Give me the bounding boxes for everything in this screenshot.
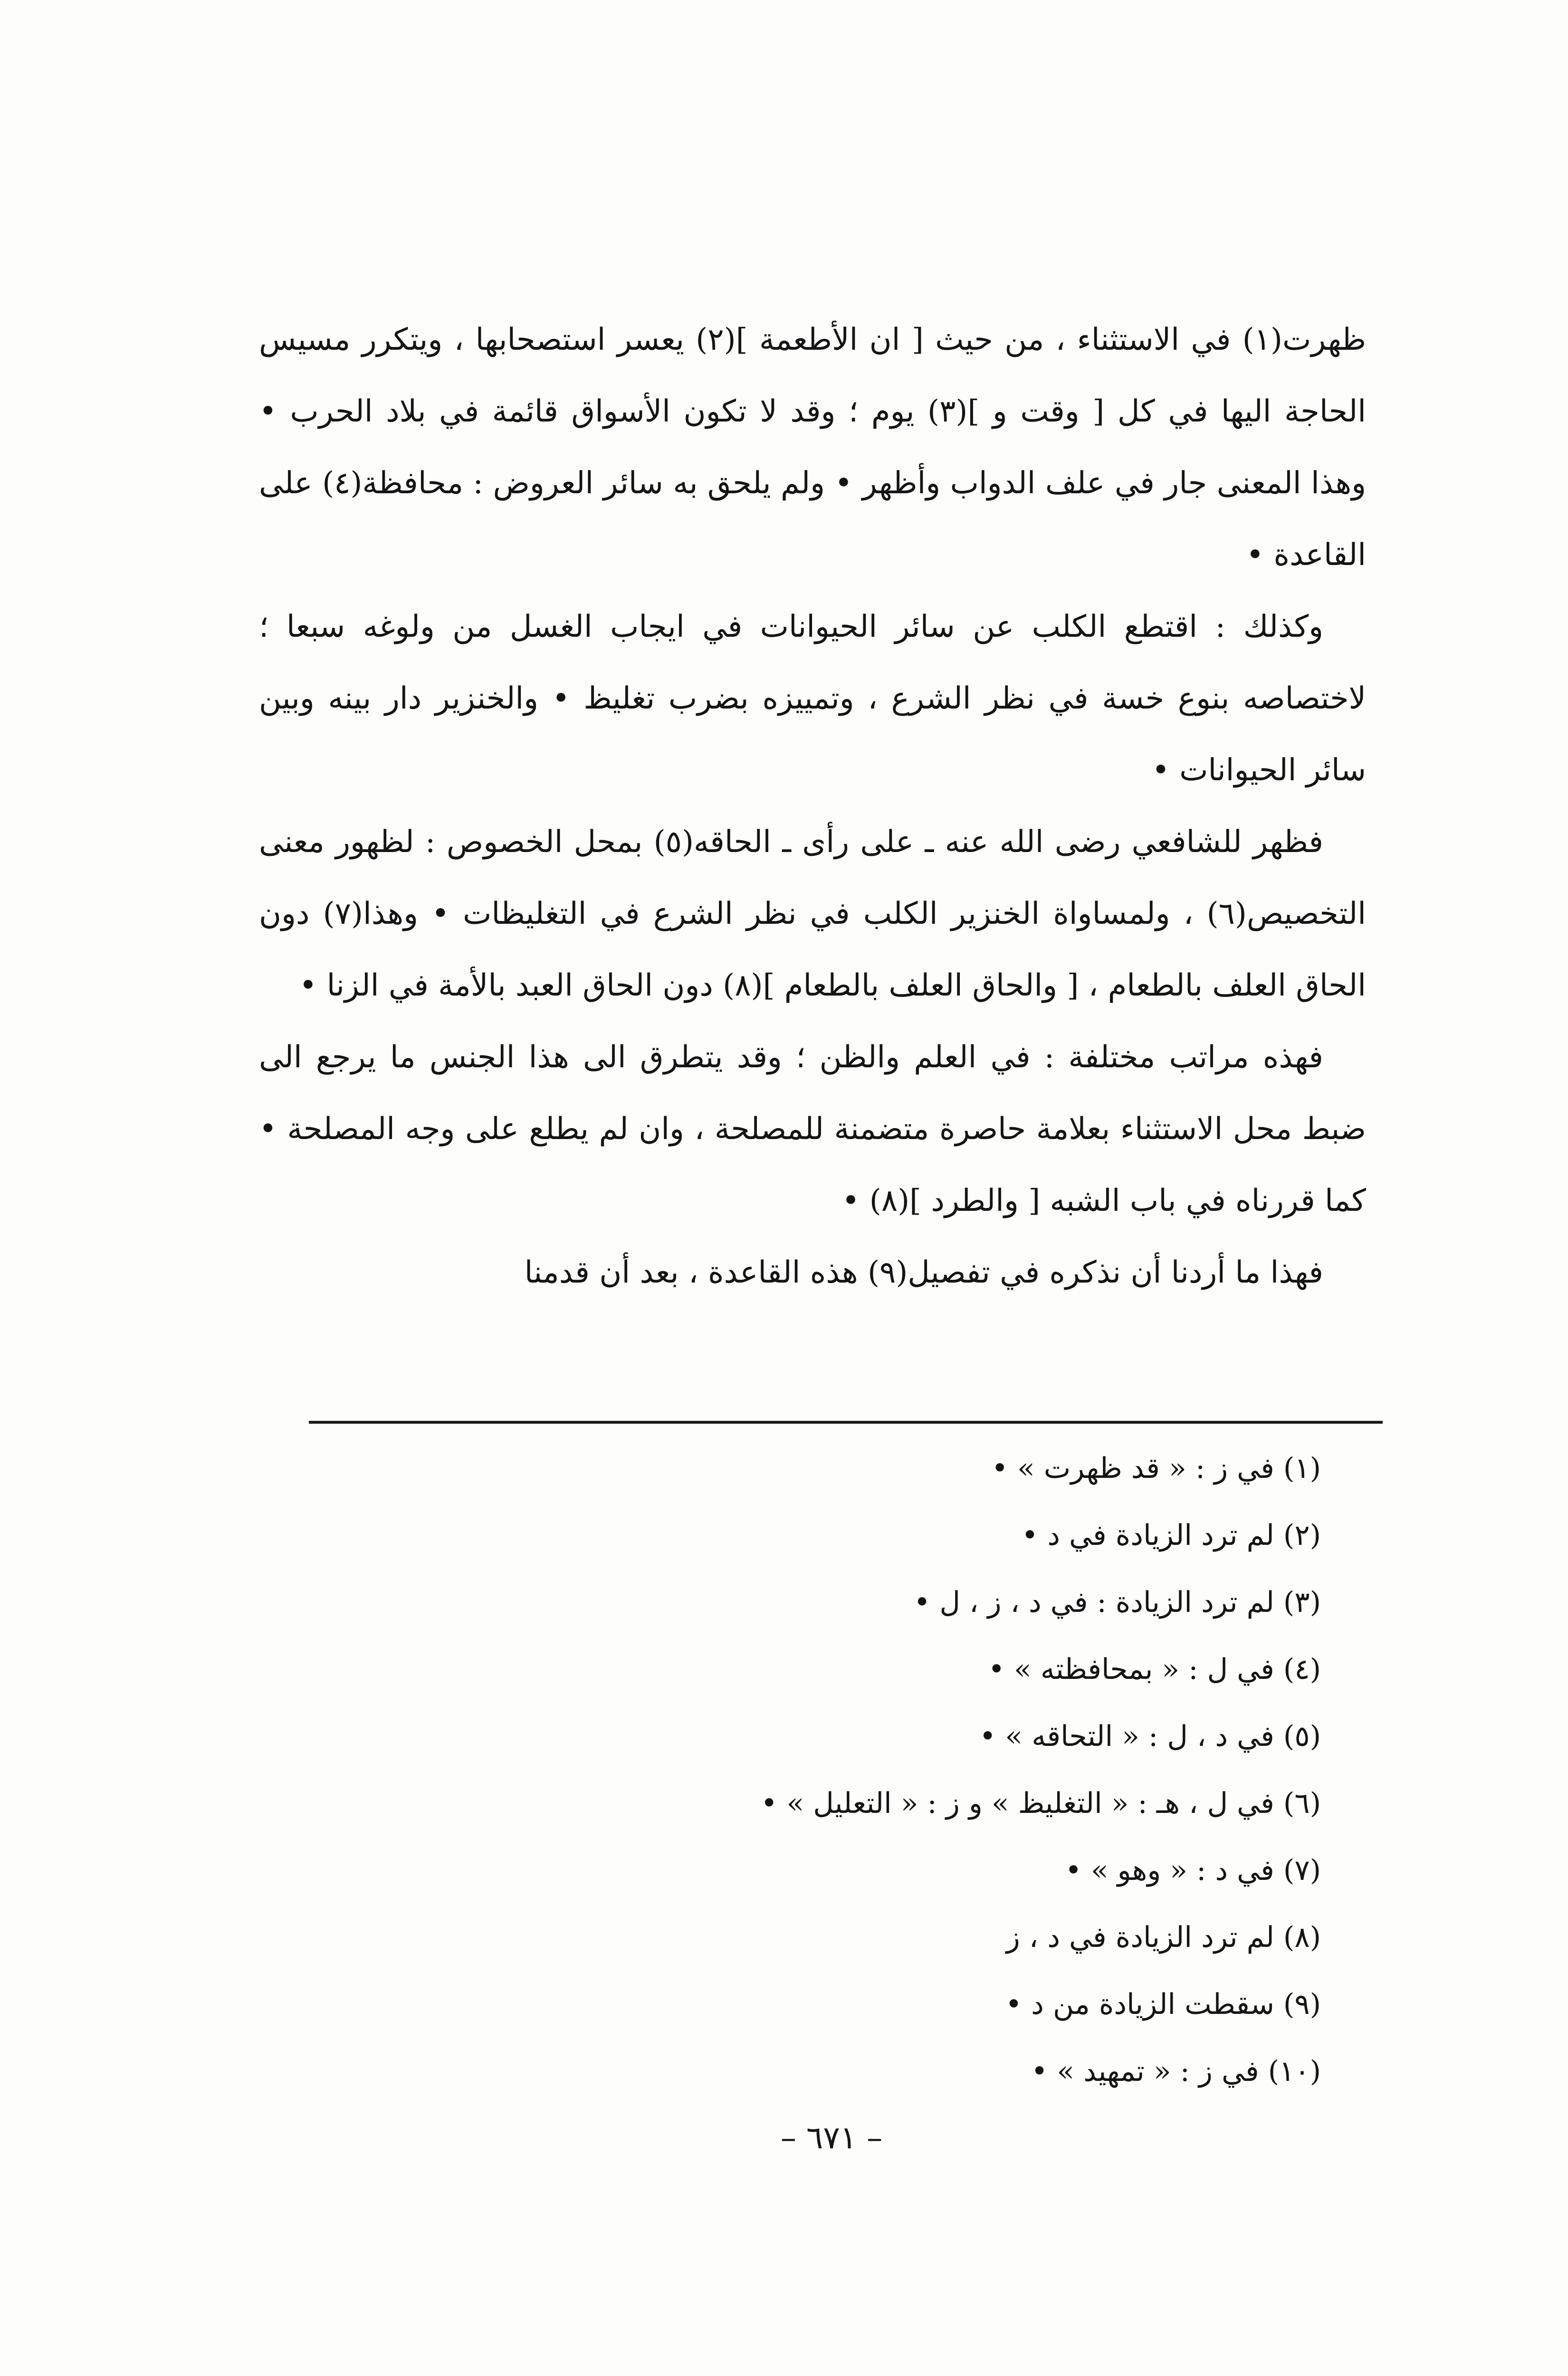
- footnote-4: (٤) في ل : « بمحافظته » •: [988, 1653, 1321, 1686]
- footnote-6: (٦) في ل ، هـ : « التغليظ » و ز : « التعليل » •: [761, 1787, 1321, 1820]
- footnote-7: (٧) في د : « وهو » •: [1065, 1854, 1321, 1887]
- footnote-8: (٨) لم ترد الزيادة في د ، ز: [1006, 1921, 1321, 1954]
- footnote-2: (٢) لم ترد الزيادة في د •: [1021, 1519, 1321, 1552]
- footnotes: [428, 1435, 1321, 2105]
- footnote-divider: [309, 1421, 1383, 1424]
- paragraph-2: وكذلك : اقتطع الكلب عن سائر الحيوانات في ايجاب الغسل من ولوغه سبعا ؛ لاختصاصه بنوع خسة في نظر الشرع ، وتمييزه بضرب تغليظ • والخنزير دار بينه وبين سائر الحيوانات •: [259, 609, 1366, 788]
- footnote-5: (٥) في د ، ل : « التحاقه » •: [979, 1720, 1321, 1753]
- page-number: – ٦٧١ –: [780, 2119, 883, 2156]
- paragraph-4: فهذه مراتب مختلفة : في العلم والظن ؛ وقد يتطرق الى هذا الجنس ما يرجع الى ضبط محل الاستثناء بعلامة حاصرة متضمنة للمصلحة ، وان لم يطلع على وجه المصلحة • كما قررناه في باب الشبه [ والطرد ](٨) •: [259, 1040, 1366, 1218]
- paragraph-5: فهذا ما أردنا أن نذكره في تفصيل(٩) هذه القاعدة ، بعد أن قدمنا: [524, 1255, 1323, 1290]
- paragraph-1: ظهرت(١) في الاستثناء ، من حيث [ ان الأطعمة ](٢) يعسر استصحابها ، ويتكرر مسيس الحاجة اليها في كل [ وقت و ](٣) يوم ؛ وقد لا تكون الأسواق قائمة في بلاد الحرب • وهذا المعنى جار في علف الدواب وأظهر • ولم يلحق به سائر العروض : محافظة(٤) على القاعدة •: [259, 322, 1367, 573]
- footnote-10: (١٠) في ز : « تمهيد » •: [1031, 2055, 1321, 2088]
- footnote-3: (٣) لم ترد الزيادة : في د ، ز ، ل •: [913, 1586, 1321, 1619]
- body-text: [259, 304, 1366, 1309]
- footnote-9: (٩) سقطت الزيادة من د •: [1005, 1988, 1321, 2021]
- footnote-1: (١) في ز : « قد ظهرت » •: [991, 1452, 1321, 1485]
- paragraph-3: فظهر للشافعي رضى الله عنه ـ على رأى ـ الحاقه(٥) بمحل الخصوص : لظهور معنى التخصيص(٦) ، ولمساواة الخنزير الكلب في نظر الشرع في التغليظات • وهذا(٧) دون الحاق العلف بالطعام ، [ والحاق العلف بالطعام ](٨) دون الحاق العبد بالأمة في الزنا •: [259, 824, 1367, 1003]
